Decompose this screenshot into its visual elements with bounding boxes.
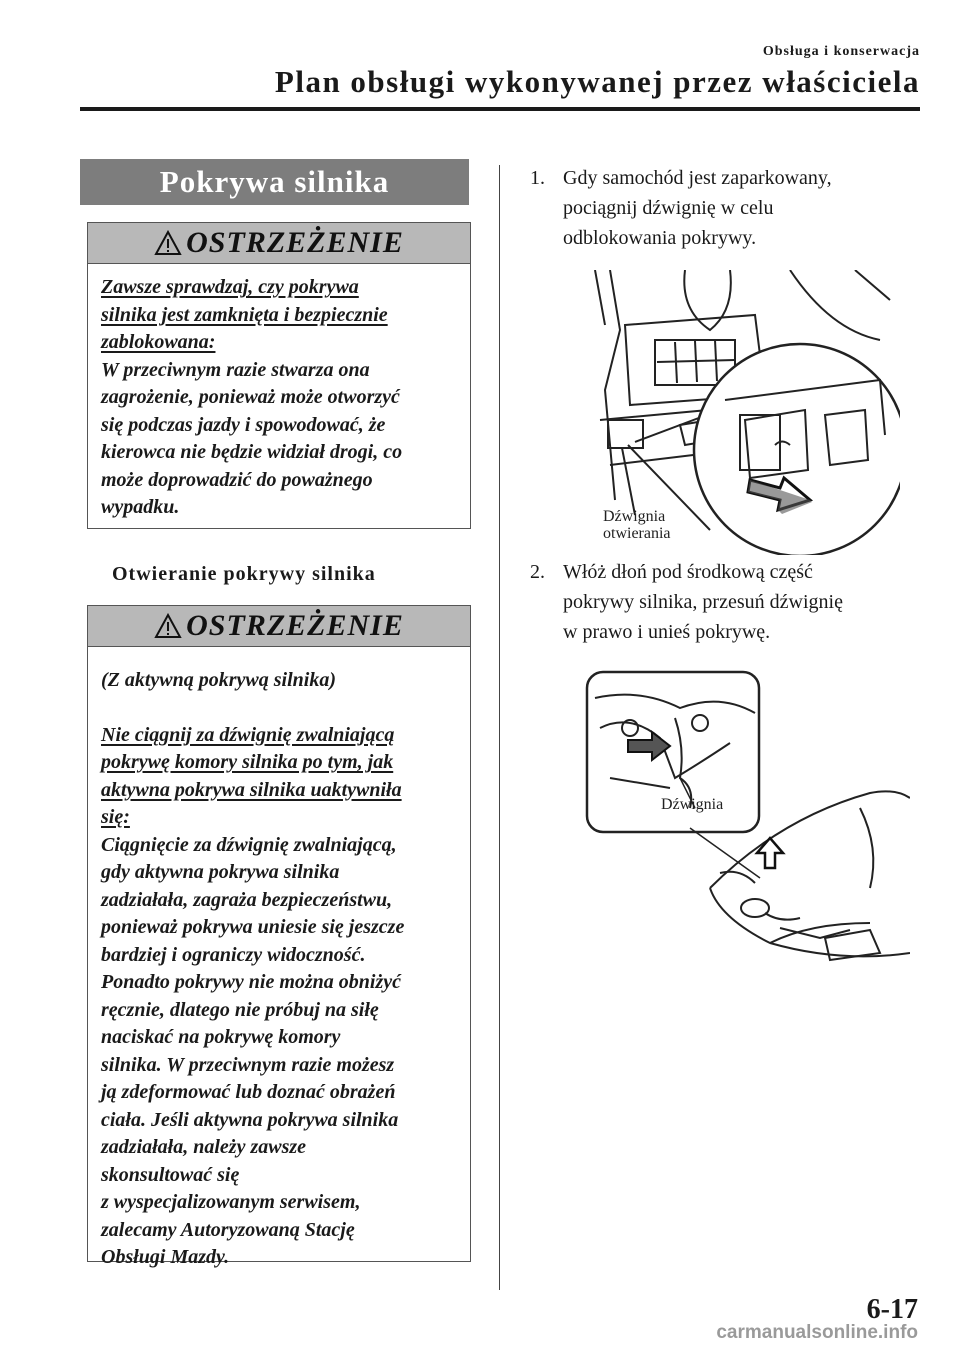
warning-triangle-icon (154, 613, 182, 639)
hood-lever-car-illustration (580, 668, 910, 963)
warning-box-2 (87, 605, 471, 1268)
warning-line: silnika jest zamknięta i bezpiecznie (101, 303, 388, 326)
page-number: 6-17 (866, 1294, 918, 1325)
label-line: otwierania (603, 525, 671, 542)
warning-line: ciała. Jeśli aktywna pokrywa silnika (101, 1108, 399, 1131)
warning-line: silnika. W przeciwnym razie możesz (101, 1053, 395, 1076)
warning-line: kierowca nie będzie widział drogi, co (101, 441, 403, 463)
warning-line: Ciągnięcie za dźwignię zwalniającą, (101, 833, 397, 856)
warning-title: OSTRZEŻENIE (186, 226, 404, 259)
label-line: Dźwignia (603, 508, 666, 525)
warning-line: ręcznie, dlatego nie próbuj na siłę (101, 998, 379, 1021)
warning-line: Ponadto pokrywy nie można obniżyć (101, 971, 402, 993)
warning-line: bardziej i ograniczy widoczność. (101, 943, 366, 966)
step-line: w prawo i unieś pokrywę. (563, 621, 771, 643)
warning-line: ponieważ pokrywa uniesie się jeszcze (101, 916, 405, 938)
warning-line: zagrożenie, ponieważ może otworzyć (101, 386, 400, 408)
warning-title: OSTRZEŻENIE (186, 609, 404, 642)
warning-line: Obsługi Mazdy. (101, 1246, 230, 1268)
warning-line: zalecamy Autoryzowaną Stację (101, 1218, 355, 1241)
warning-line: W przeciwnym razie stwarza ona (101, 358, 370, 381)
warning-triangle-icon (154, 230, 182, 256)
page-title: Plan obsługi wykonywanej przez właściciela (274, 64, 920, 99)
warning-line: zadziałała, zagraża bezpieczeństwu, (101, 888, 393, 911)
warning-line: wypadku. (101, 496, 180, 518)
warning-line: zadziałała, należy zawsze (101, 1136, 307, 1158)
warning-header (88, 223, 470, 264)
warning-line: się podczas jazdy i spowodować, że (101, 413, 386, 436)
warning-text-1 (88, 264, 470, 522)
step-2 (530, 557, 910, 647)
warning-line: zablokowana: (101, 331, 216, 353)
column-divider (499, 165, 500, 1290)
figure-label-lever: Dźwignia (661, 796, 724, 813)
warning-line: z wyspecjalizowanym serwisem, (101, 1191, 361, 1213)
warning-box-1 (87, 222, 471, 529)
step-line: Włóż dłoń pod środkową część (563, 561, 813, 583)
warning-line: się: (101, 806, 130, 828)
warning-line: może doprowadzić do poważnego (101, 468, 373, 491)
section-banner: Pokrywa silnika (80, 159, 469, 205)
warning-intro: (Z aktywną pokrywą silnika) (101, 669, 337, 691)
step-number: 2. (530, 561, 545, 583)
warning-line: ją zdeformować lub doznać obrażeń (101, 1081, 396, 1103)
step-1 (530, 163, 910, 253)
warning-line: naciskać na pokrywę komory (101, 1026, 341, 1048)
header-rule (80, 107, 920, 111)
warning-line: Nie ciągnij za dźwignię zwalniającą (101, 723, 395, 746)
figure-label-lever-release (603, 508, 671, 542)
step-line: odblokowania pokrywy. (563, 227, 757, 249)
warning-line: pokrywę komory silnika po tym, jak (101, 751, 394, 773)
step-line: pokrywy silnika, przesuń dźwignię (563, 591, 843, 613)
subheading: Otwieranie pokrywy silnika (112, 563, 376, 585)
warning-header (88, 606, 470, 647)
warning-line: skonsultować się (101, 1163, 240, 1186)
warning-line: Zawsze sprawdzaj, czy pokrywa (101, 276, 359, 298)
step-number: 1. (530, 167, 545, 189)
warning-line: gdy aktywna pokrywa silnika (101, 861, 340, 883)
section-name: Obsługa i konserwacja (762, 44, 920, 59)
watermark: carmanualsonline.info (716, 1322, 918, 1343)
step-line: pociągnij dźwignię w celu (563, 197, 774, 219)
step-line: Gdy samochód jest zaparkowany, (563, 167, 832, 189)
warning-text-2 (88, 647, 470, 1272)
warning-line: aktywna pokrywa silnika uaktywniła (101, 778, 402, 801)
